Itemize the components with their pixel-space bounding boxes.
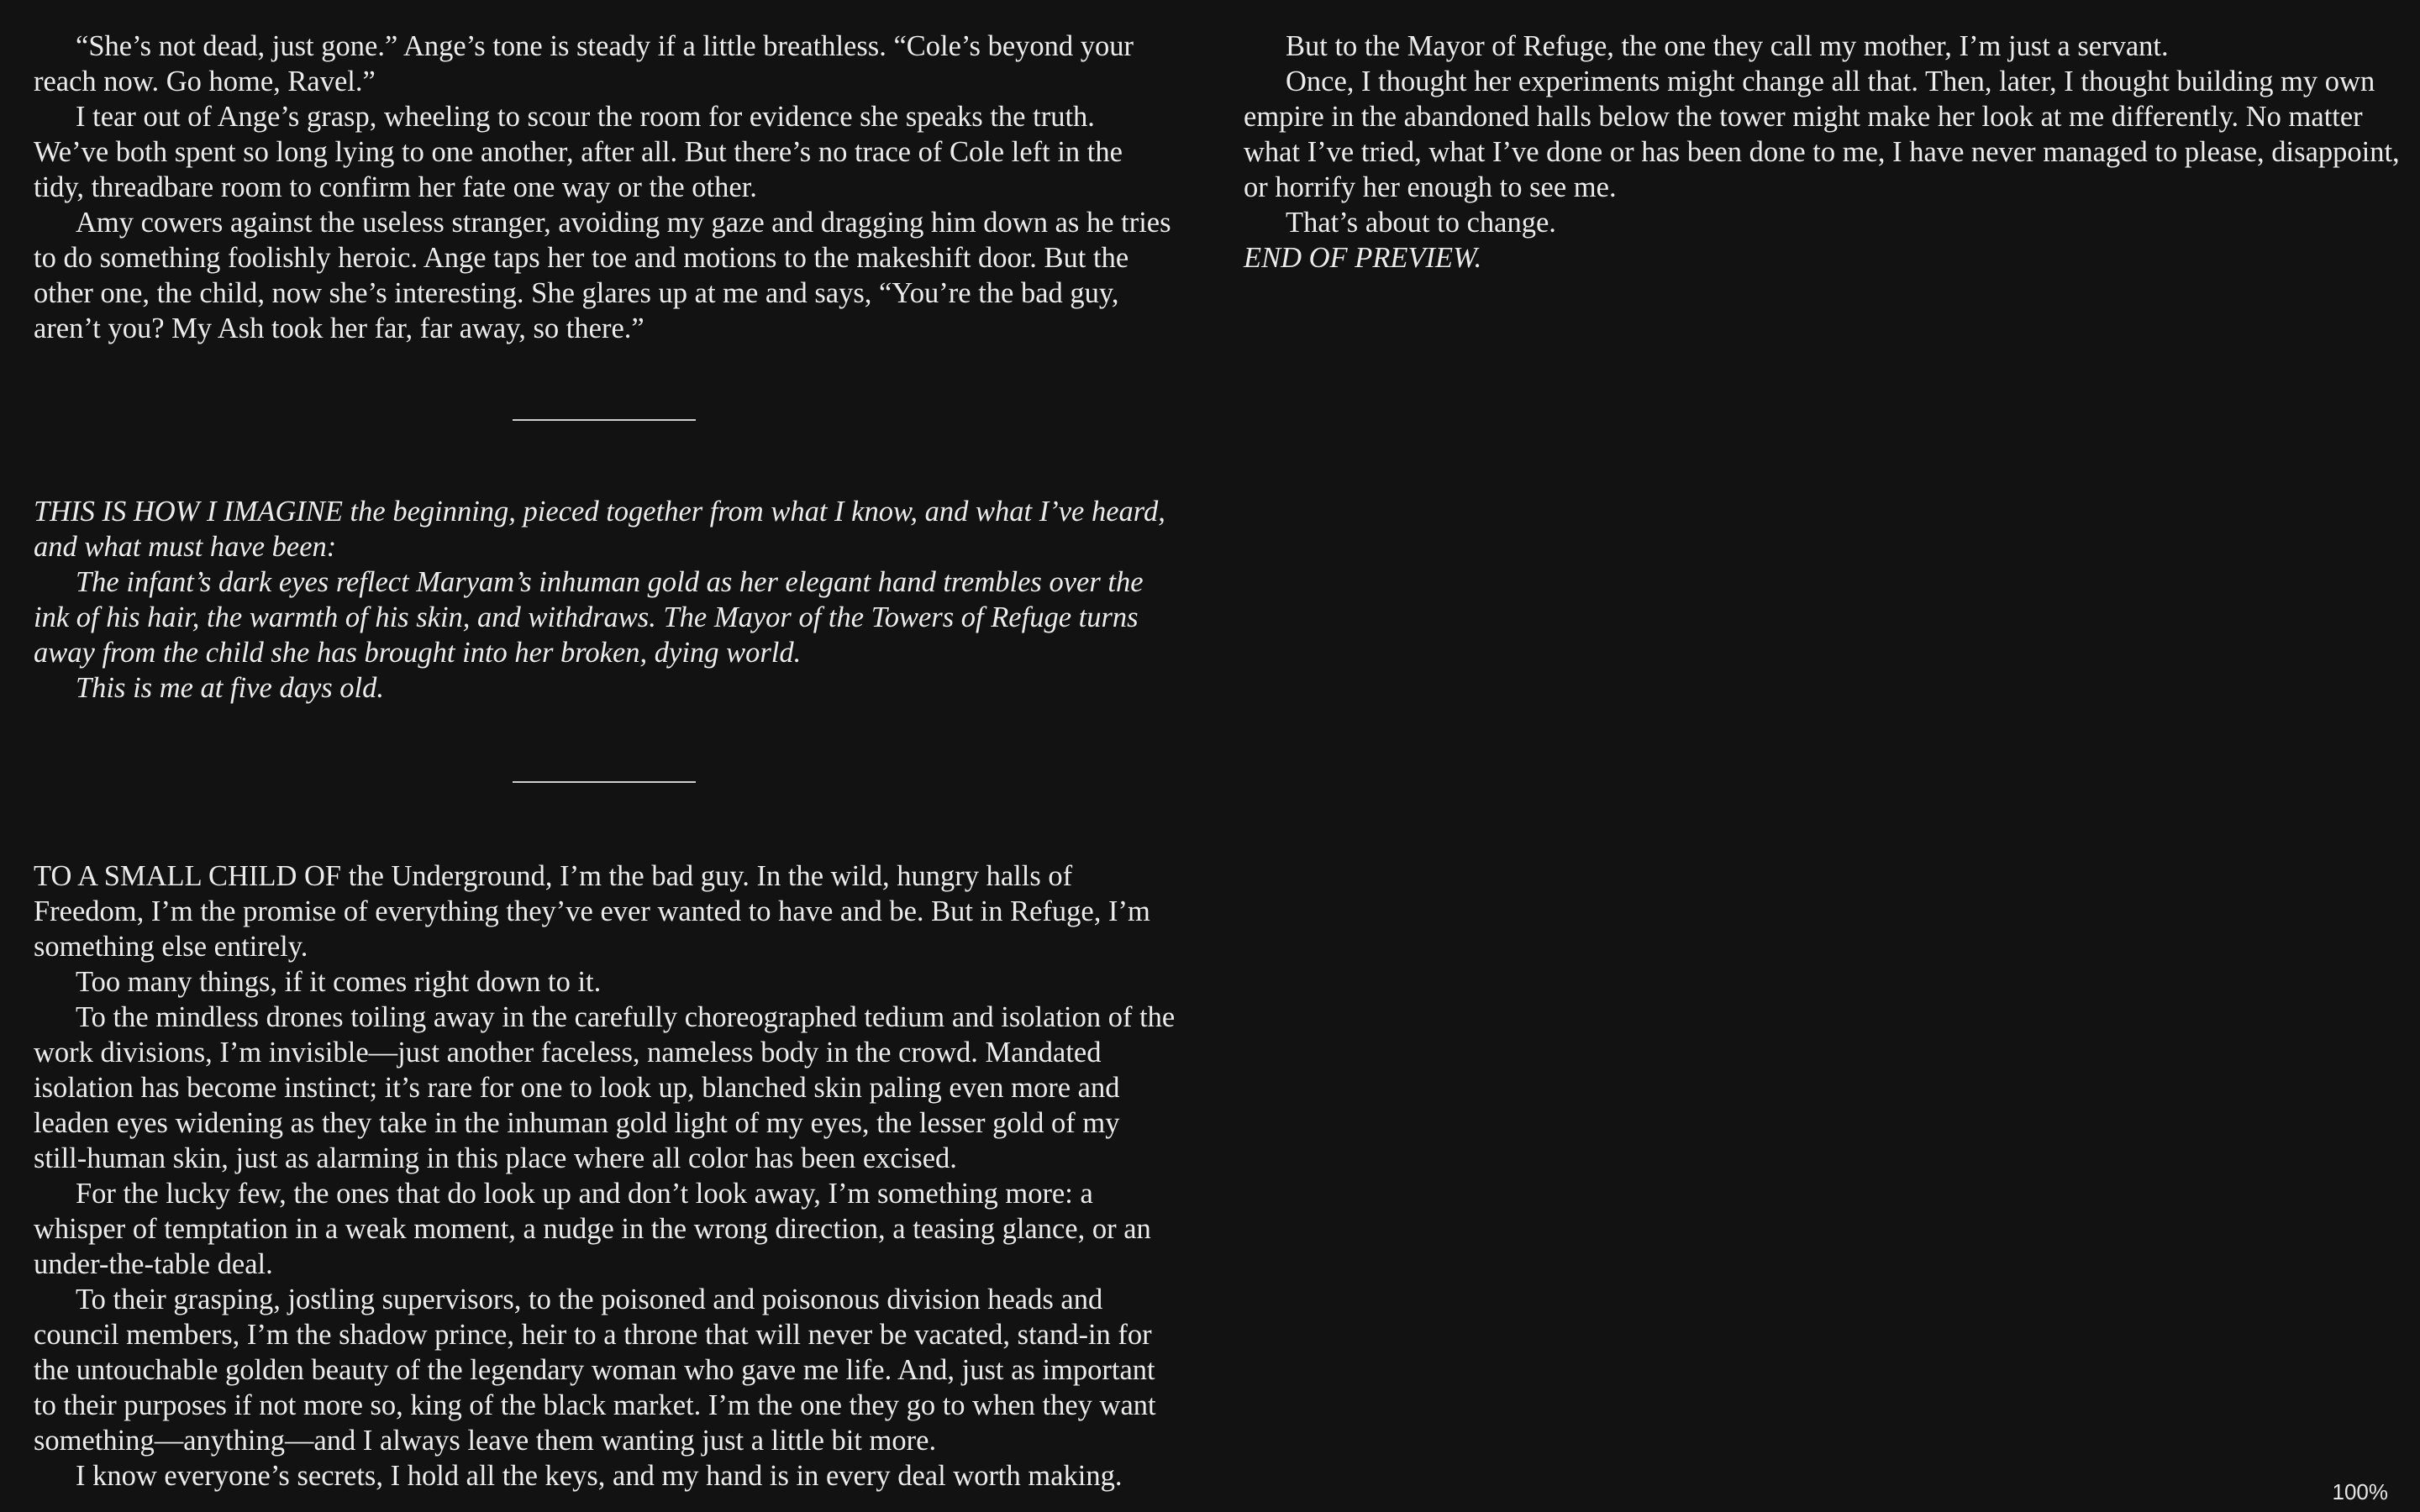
- zoom-level[interactable]: 100%: [2332, 1479, 2388, 1504]
- section-divider: [513, 781, 696, 783]
- section-break: [34, 346, 1176, 494]
- paragraph: That’s about to change.: [1286, 207, 1556, 239]
- paragraph: “She’s not dead, just gone.” Ange’s tone is steady if a little breathless. “Cole’s beyond your reach now. Go home, Ravel.”: [34, 30, 1134, 97]
- paragraph: Once, I thought her experiments might change all that. Then, later, I thought building my own empire in the abandoned halls below the tower might make her look at me differently. No matter what I’ve tried, what I’ve done or has been done to me, I have never managed to please, disappoint, or horrify her enough to see me.: [1244, 66, 2400, 203]
- paragraph: To the mindless drones toiling away in the carefully choreographed tedium and isolation of the work divisions, I’m invisible—just another faceless, nameless body in the crowd. Mandated isolation has become instinct; it’s rare for one to look up, blanched skin paling even more and leaden eyes widening as they take in the inhuman gold light of my eyes, the lesser gold of my still-human skin, just as alarming in this place where all color has been excised.: [34, 1001, 1176, 1174]
- paragraph: But to the Mayor of Refuge, the one they call my mother, I’m just a servant.: [1286, 30, 2169, 62]
- italic-paragraph: The infant’s dark eyes reflect Maryam’s inhuman gold as her elegant hand trembles over the ink of his hair, the warmth of his skin, and withdraws. The Mayor of the Towers of Refuge turns away from the child she has brought into her broken, dying world.: [34, 566, 1144, 669]
- italic-paragraph: This is me at five days old.: [76, 672, 385, 704]
- paragraph: Too many things, if it comes right down to it.: [76, 966, 602, 998]
- italic-paragraph: THIS IS HOW I IMAGINE the beginning, pieced together from what I know, and what I’ve heard, and what must have been:: [34, 496, 1165, 563]
- paragraph: To their grasping, jostling supervisors, to the poisoned and poisonous division heads and council members, I’m the shadow prince, heir to a throne that will never be vacated, stand-in for the untouchable golden beauty of the legendary woman who gave me life. And, just as important to their purposes if not more so, king of the black market. I’m the one they go to when they want something—anything—and I always leave them wanting just a little bit more.: [34, 1284, 1156, 1457]
- reader-page-right: [1244, 29, 2403, 276]
- paragraph: I tear out of Ange’s grasp, wheeling to scour the room for evidence she speaks the truth. We’ve both spent so long lying to one another, after all. But there’s no trace of Cole left in the tidy, threadbare room to confirm her fate one way or the other.: [34, 101, 1123, 203]
- section-divider: [513, 419, 696, 421]
- reader-page-left: [34, 29, 1176, 1494]
- end-of-preview: END OF PREVIEW.: [1244, 242, 1482, 274]
- paragraph: For the lucky few, the ones that do look up and don’t look away, I’m something more: a whisper of temptation in a weak moment, a nudge in the wrong direction, a teasing glance, or an under-the-table deal.: [34, 1178, 1151, 1280]
- section-break: [34, 706, 1176, 858]
- paragraph: I know everyone’s secrets, I hold all the keys, and my hand is in every deal worth making.: [76, 1460, 1123, 1492]
- paragraph: Amy cowers against the useless stranger, avoiding my gaze and dragging him down as he tries to do something foolishly heroic. Ange taps her toe and motions to the makeshift door. But the other one, the child, now she’s interesting. She glares up at me and says, “You’re the bad guy, aren’t you? My Ash took her far, far away, so there.”: [34, 207, 1171, 344]
- paragraph: TO A SMALL CHILD OF the Underground, I’m the bad guy. In the wild, hungry halls of Freedom, I’m the promise of everything they’ve ever wanted to have and be. But in Refuge, I’m something else entirely.: [34, 860, 1150, 963]
